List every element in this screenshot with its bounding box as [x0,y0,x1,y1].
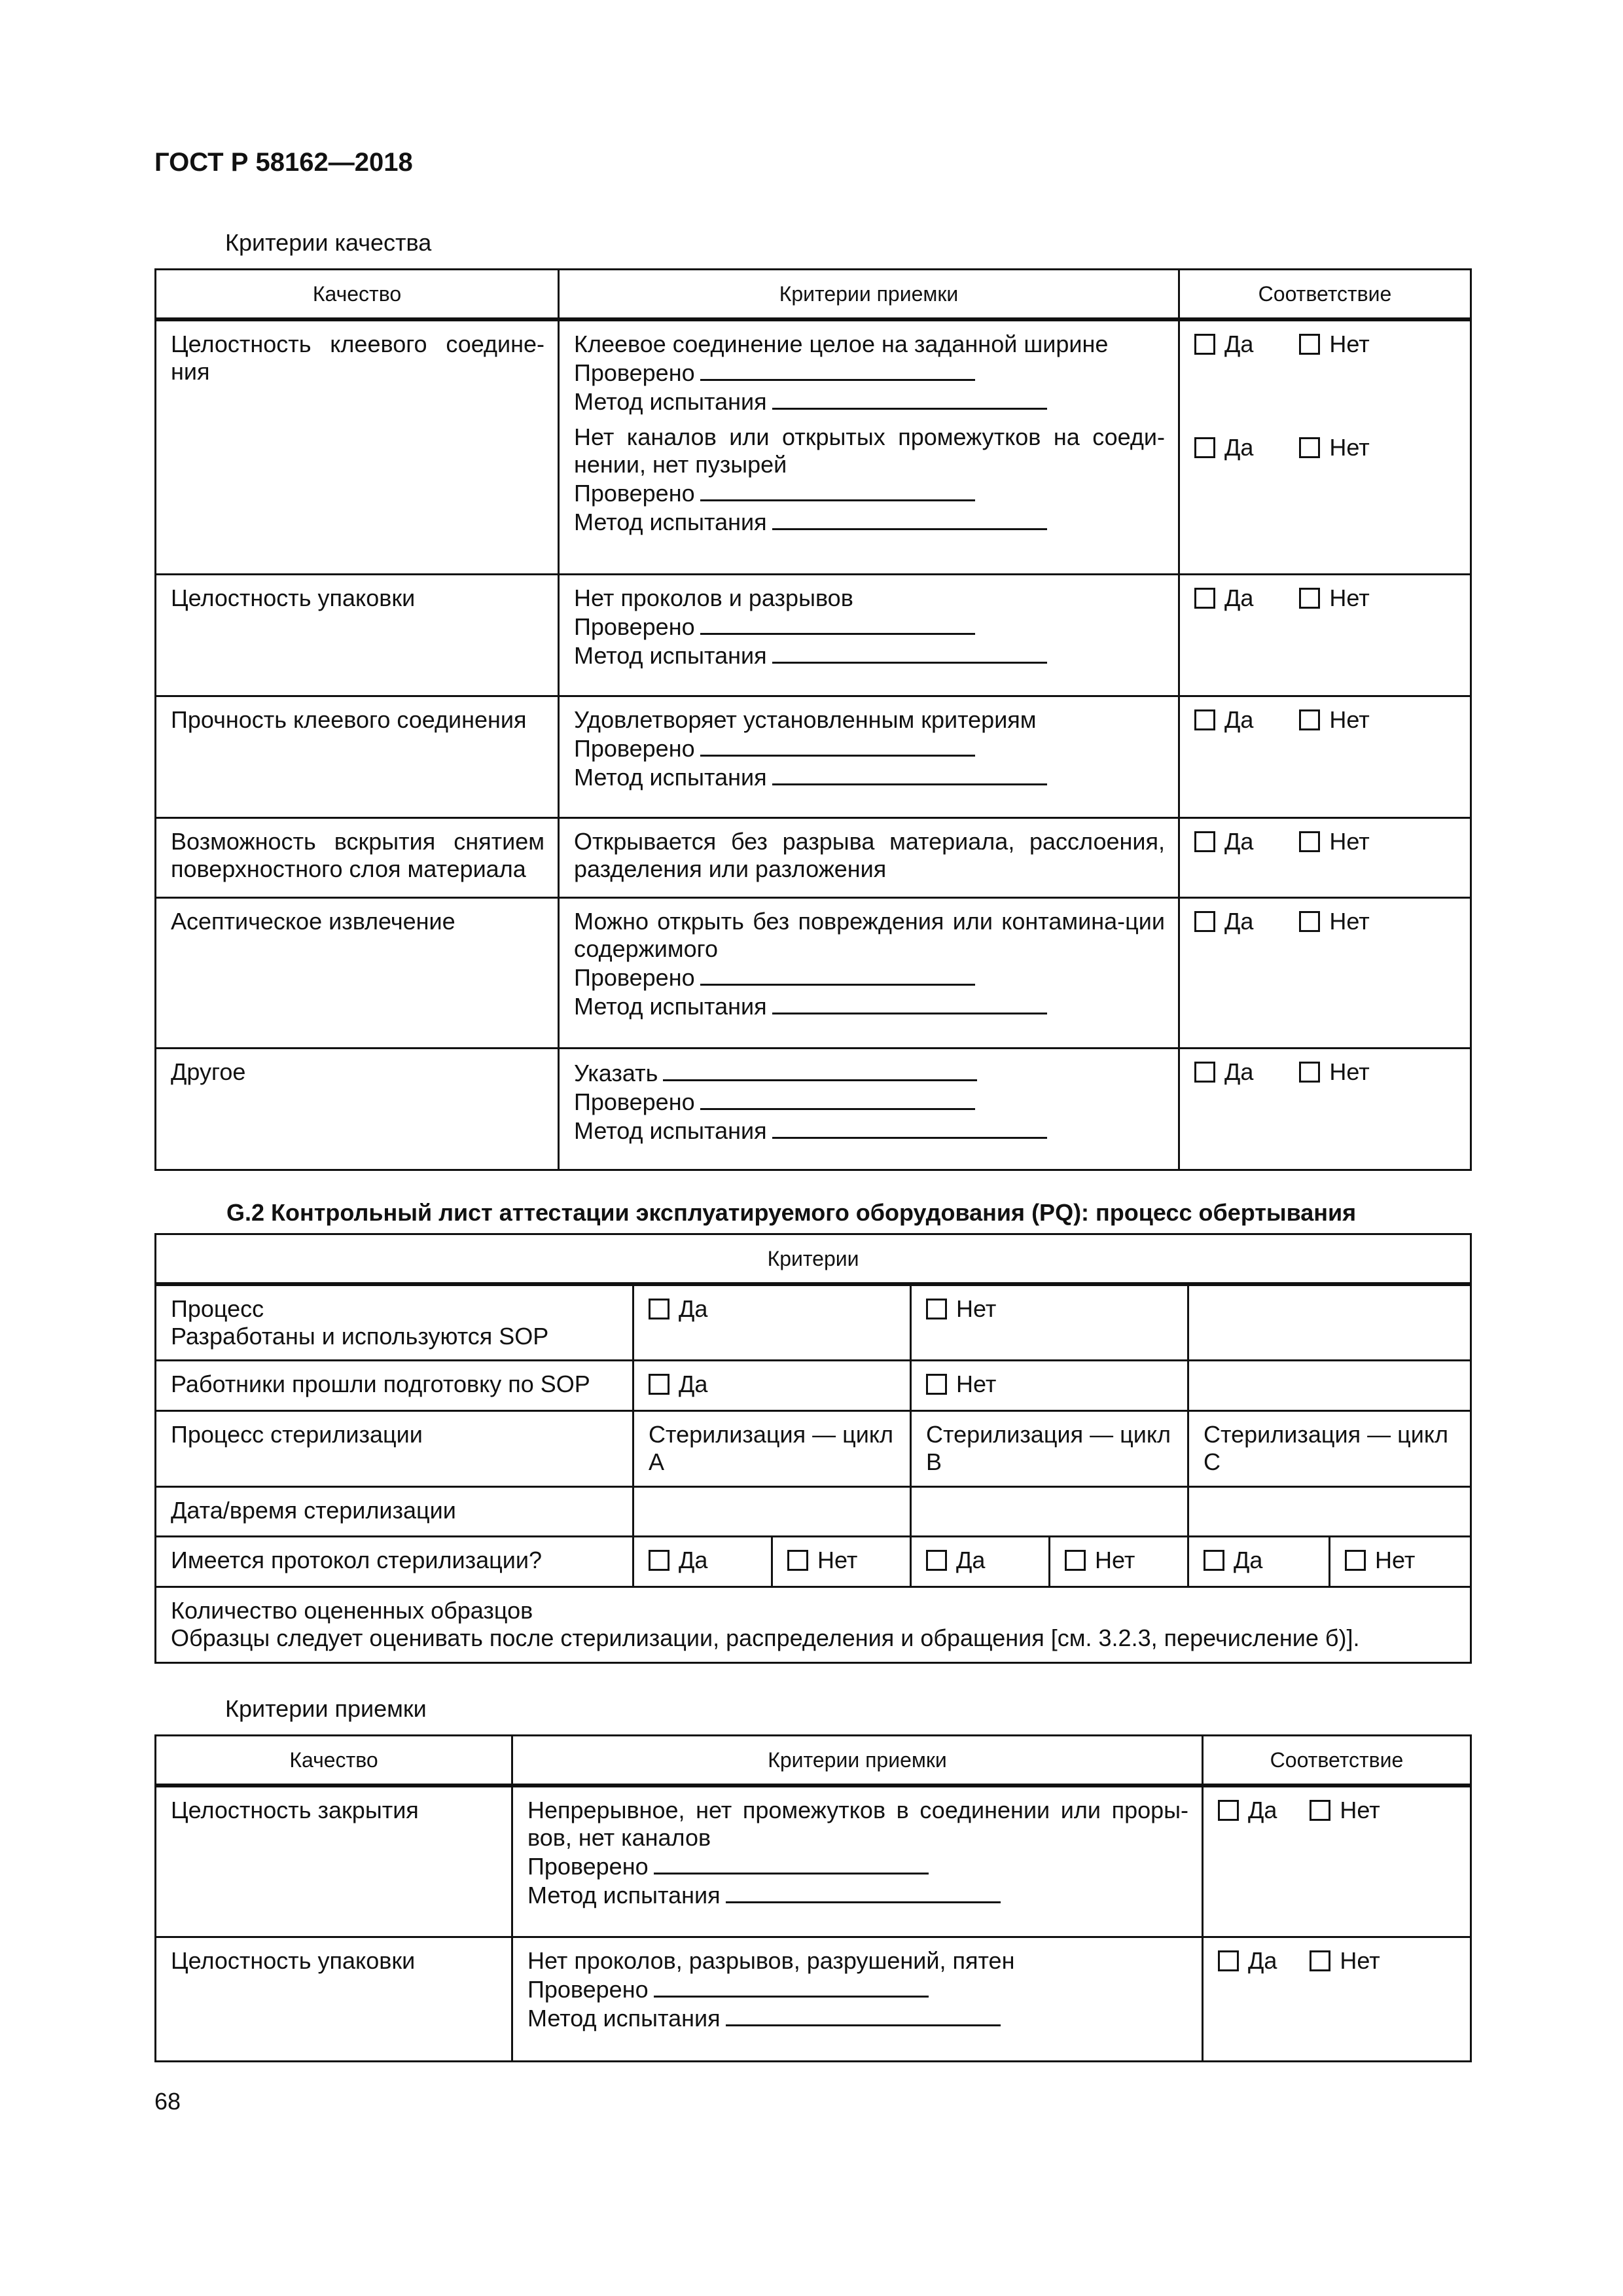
checkbox-icon [1218,1800,1239,1821]
no-label: Нет [1340,1947,1380,1974]
checkbox-icon [1065,1550,1086,1571]
yes-label: Да [1248,1796,1277,1823]
checkbox-icon [1218,1950,1239,1971]
yes-checkbox[interactable] [1218,1797,1277,1824]
quality-cell: Целостность клеевого соедине-ния [156,319,559,575]
checkbox-icon [926,1374,947,1395]
yes-label: Да [956,1546,986,1573]
criteria-header: Критерии [156,1234,1471,1284]
yes-checkbox[interactable] [1194,706,1253,734]
samples-note: Образцы следует оценивать после стерилизации, распределения и обращения [см. 3.2.3, перечисление б)]. [171,1624,1360,1651]
checked-by-field[interactable] [700,478,975,501]
yes-checkbox[interactable] [649,1295,707,1323]
yes-label: Да [1224,330,1254,357]
datetime-cycle-c-field[interactable] [1188,1486,1471,1536]
yes-checkbox[interactable] [1194,331,1253,358]
checkbox-icon [1345,1550,1366,1571]
yes-checkbox[interactable] [1194,1058,1253,1086]
datetime-cycle-a-field[interactable] [633,1486,911,1536]
yes-checkbox[interactable] [649,1371,707,1398]
checkbox-icon [1194,1062,1215,1083]
no-label: Нет [1329,828,1370,855]
criteria-table [154,1233,1472,1664]
checkbox-icon [1194,437,1215,458]
yes-label: Да [1234,1546,1263,1573]
cycle-a: Стерилизация — цикл A [633,1410,911,1486]
yes-checkbox[interactable] [1194,828,1253,855]
yes-checkbox[interactable] [1194,908,1253,935]
method-field[interactable] [772,1116,1047,1139]
checkbox-icon [926,1550,947,1571]
no-checkbox[interactable] [1299,1058,1369,1086]
yes-label: Да [679,1370,708,1397]
criteria-text: Нет проколов, разрывов, разрушений, пятен [527,1947,1015,1974]
no-label: Нет [1340,1796,1380,1823]
no-label: Нет [1329,584,1370,611]
table-row [156,1486,1471,1536]
checkbox-icon [1194,709,1215,730]
col-header-compliance: Соответствие [1203,1736,1471,1785]
col-header-criteria: Критерии приемки [512,1736,1203,1785]
criteria-text: Непрерывное, нет промежутков в соединении или проры-вов, нет каналов [527,1796,1188,1851]
yes-label: Да [1224,908,1254,935]
cycle-c: Стерилизация — цикл C [1188,1410,1471,1486]
checkbox-icon [1310,1950,1330,1971]
checked-by-label: Проверено [574,359,695,386]
method-field[interactable] [772,387,1047,410]
no-checkbox[interactable] [1299,828,1369,855]
checked-by-label: Проверено [574,1088,695,1115]
quality-cell: Целостность упаковки [156,575,559,696]
specify-label: Указать [574,1060,658,1086]
checkbox-icon [1194,334,1215,355]
no-checkbox[interactable] [1310,1797,1380,1824]
no-checkbox[interactable] [926,1371,996,1398]
criteria-text: Открывается без разрыва материала, расслоения, разделения или разложения [574,828,1165,882]
checkbox-icon [649,1299,669,1319]
col-header-criteria: Критерии приемки [559,270,1179,319]
table-row [156,319,1471,575]
document-header: ГОСТ Р 58162—2018 [154,148,413,177]
trained-label: Работники прошли подготовку по SOP [156,1360,633,1410]
table-row [156,1587,1471,1662]
datetime-label: Дата/время стерилизации [156,1486,633,1536]
quality-cell: Целостность упаковки [156,1937,512,2062]
sop-label: Разработаны и используются SOP [171,1322,549,1350]
checkbox-icon [649,1550,669,1571]
yes-checkbox[interactable] [649,1547,707,1574]
no-checkbox[interactable] [1299,434,1369,461]
checkbox-icon [787,1550,808,1571]
table-row [156,696,1471,818]
yes-label: Да [679,1295,708,1322]
no-checkbox[interactable] [926,1295,996,1323]
table-row [156,1049,1471,1170]
yes-label: Да [1224,828,1254,855]
checked-by-label: Проверено [574,964,695,991]
specify-field[interactable] [663,1058,977,1081]
no-label: Нет [1329,706,1370,733]
checked-by-field[interactable] [700,612,975,635]
yes-label: Да [679,1546,708,1573]
no-checkbox[interactable] [1299,706,1369,734]
no-label: Нет [956,1370,997,1397]
table-row [156,1937,1471,2062]
criteria-text: Можно открыть без повреждения или контамина-ции содержимого [574,908,1165,962]
method-label: Метод испытания [574,764,767,791]
method-label: Метод испытания [527,2005,721,2032]
method-field[interactable] [772,762,1047,785]
yes-checkbox[interactable] [1194,584,1253,612]
method-label: Метод испытания [574,387,767,415]
method-field[interactable] [726,1880,1001,1903]
checked-by-field[interactable] [654,1975,929,1998]
cycle-b: Стерилизация — цикл B [911,1410,1188,1486]
yes-checkbox[interactable] [1218,1947,1277,1975]
yes-label: Да [1224,1058,1254,1085]
no-label: Нет [817,1546,858,1573]
checked-by-label: Проверено [527,1852,649,1880]
no-label: Нет [1375,1546,1416,1573]
checkbox-icon [1310,1800,1330,1821]
yes-label: Да [1224,584,1254,611]
page-number: 68 [154,2088,181,2115]
section-title: G.2 Контрольный лист аттестации эксплуатируемого оборудования (PQ): процесс обертывания [226,1199,1357,1226]
table-row [156,1284,1471,1361]
checkbox-icon [1299,588,1320,609]
quality-table [154,268,1472,1171]
no-checkbox[interactable] [1299,331,1369,358]
protocol-label: Имеется протокол стерилизации? [156,1536,633,1587]
datetime-cycle-b-field[interactable] [911,1486,1188,1536]
no-checkbox[interactable] [1299,908,1369,935]
checked-by-label: Проверено [527,1976,649,2003]
method-label: Метод испытания [527,1881,721,1909]
no-checkbox[interactable] [1299,584,1369,612]
acceptance-caption: Критерии приемки [225,1695,427,1722]
checked-by-field[interactable] [700,734,975,757]
checkbox-icon [1299,831,1320,852]
no-label: Нет [1329,908,1370,935]
checkbox-icon [926,1299,947,1319]
yes-label: Да [1248,1947,1277,1974]
process-label: Процесс [171,1295,264,1322]
checkbox-icon [1194,588,1215,609]
checked-by-field[interactable] [654,1852,929,1874]
checkbox-icon [1299,709,1320,730]
checkbox-icon [1299,911,1320,932]
samples-label: Количество оцененных образцов [171,1596,533,1624]
checked-by-label: Проверено [574,613,695,640]
checkbox-icon [1299,334,1320,355]
criteria-text: Нет проколов и разрывов [574,584,853,611]
col-header-quality: Качество [156,270,559,319]
col-header-compliance: Соответствие [1179,270,1471,319]
acceptance-table [154,1734,1472,2062]
yes-label: Да [1224,706,1254,733]
method-label: Метод испытания [574,993,767,1020]
checked-by-field[interactable] [700,1087,975,1110]
no-checkbox[interactable] [787,1547,857,1574]
no-label: Нет [1329,1058,1370,1085]
method-field[interactable] [772,992,1047,1014]
checkbox-icon [1204,1550,1224,1571]
no-checkbox[interactable] [1310,1947,1380,1975]
yes-checkbox[interactable] [926,1547,985,1574]
quality-cell: Асептическое извлечение [156,898,559,1049]
checkbox-icon [1299,1062,1320,1083]
quality-cell: Другое [156,1049,559,1170]
table-row [156,1360,1471,1410]
method-label: Метод испытания [574,1117,767,1144]
empty-cell [1188,1360,1471,1410]
table-row [156,818,1471,898]
no-label: Нет [1329,433,1370,461]
table-row [156,898,1471,1049]
checked-by-field[interactable] [700,358,975,381]
no-label: Нет [956,1295,997,1322]
checked-by-field[interactable] [700,963,975,986]
criteria-text: Клеевое соединение целое на заданной ширине [574,330,1109,357]
checkbox-icon [1194,911,1215,932]
no-checkbox[interactable] [1065,1547,1135,1574]
yes-label: Да [1224,433,1254,461]
checked-by-label: Проверено [574,735,695,762]
sterilization-process-label: Процесс стерилизации [156,1410,633,1486]
quality-cell: Прочность клеевого соединения [156,696,559,818]
quality-caption: Критерии качества [225,229,432,256]
empty-cell [1188,1284,1471,1361]
no-label: Нет [1329,330,1370,357]
checkbox-icon [1194,831,1215,852]
table-row [156,1536,1471,1587]
table-row [156,575,1471,696]
criteria-text: Удовлетворяет установленным критериям [574,706,1037,733]
method-field[interactable] [772,507,1047,530]
yes-checkbox[interactable] [1204,1547,1262,1574]
table-row [156,1410,1471,1486]
no-label: Нет [1095,1546,1135,1573]
no-checkbox[interactable] [1345,1547,1415,1574]
yes-checkbox[interactable] [1194,434,1253,461]
method-field[interactable] [726,2003,1001,2026]
table-row [156,1785,1471,1937]
quality-cell: Целостность закрытия [156,1785,512,1937]
checked-by-label: Проверено [574,479,695,507]
method-label: Метод испытания [574,508,767,535]
method-field[interactable] [772,641,1047,664]
criteria-text: Нет каналов или открытых промежутков на соеди-нении, нет пузырей [574,423,1165,478]
checkbox-icon [649,1374,669,1395]
quality-cell: Возможность вскрытия снятием поверхностного слоя материала [156,818,559,898]
col-header-quality: Качество [156,1736,512,1785]
method-label: Метод испытания [574,642,767,669]
checkbox-icon [1299,437,1320,458]
